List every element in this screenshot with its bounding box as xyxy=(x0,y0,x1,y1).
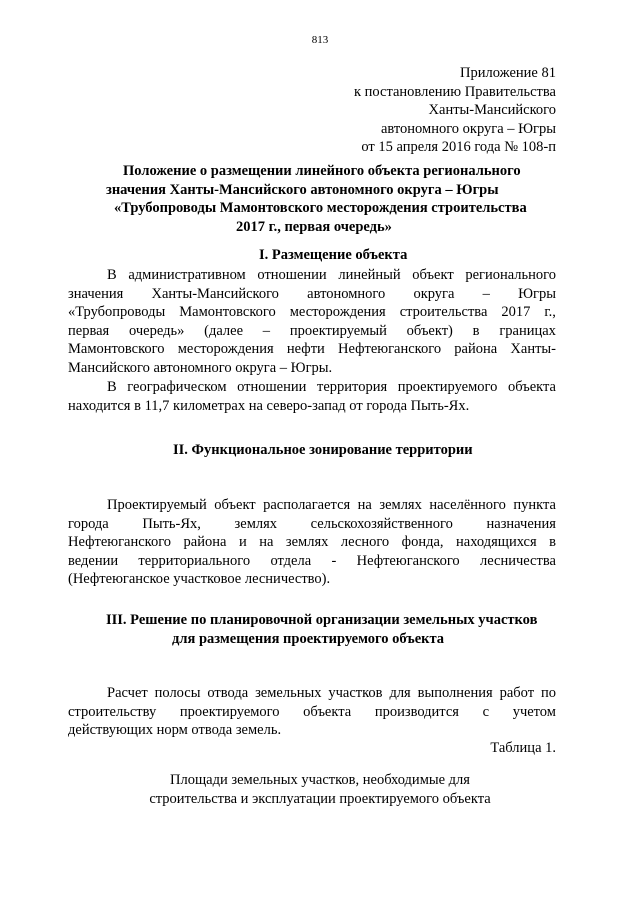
word: Югры xyxy=(518,285,556,302)
section-1-heading: I. Размещение объекта xyxy=(259,247,408,263)
word: - xyxy=(331,552,337,569)
word: Мамонтовского xyxy=(179,304,276,321)
appendix-line: Ханты-Мансийского xyxy=(428,102,556,119)
table-caption xyxy=(0,771,640,808)
paragraph-line xyxy=(68,397,556,416)
paragraph-line xyxy=(68,533,556,552)
section-1-paragraph-2 xyxy=(68,378,556,415)
word: отдела xyxy=(270,552,312,569)
word: для xyxy=(389,685,411,701)
section-3-paragraph xyxy=(68,684,556,740)
appendix-line: к постановлению Правительства xyxy=(354,83,556,100)
word: В xyxy=(107,267,117,283)
word: объекта xyxy=(507,379,556,395)
paragraph-line xyxy=(68,552,556,571)
word: сельскохозяйственного xyxy=(310,515,453,532)
paragraph-line xyxy=(68,378,556,397)
appendix-line: автономного округа – Югры xyxy=(380,120,556,137)
paragraph-line xyxy=(68,684,556,703)
section-3-heading xyxy=(84,611,578,648)
word: административном xyxy=(128,267,246,283)
word: полосы xyxy=(154,685,201,701)
title-line: Положение о размещении линейного объекта регионального xyxy=(123,163,521,179)
paragraph-line xyxy=(68,721,556,740)
word: по xyxy=(540,685,556,701)
word: Нефтеюганского xyxy=(338,341,442,358)
word: ведении xyxy=(68,552,119,569)
word: лесничества xyxy=(479,552,556,569)
word: объект xyxy=(412,267,454,283)
paragraph-line xyxy=(68,515,556,534)
word: назначения xyxy=(486,515,556,532)
word: месторождения xyxy=(289,304,386,321)
word: месторождения xyxy=(177,341,274,358)
table-label: Таблица 1. xyxy=(490,740,556,756)
word: Мансийского автономного округа – Югры. xyxy=(68,359,333,376)
word: Мамонтовского xyxy=(68,341,165,358)
word: города xyxy=(68,515,109,532)
section-2-paragraph xyxy=(68,496,556,589)
paragraph-line xyxy=(68,322,556,341)
word: находится в 11,7 километрах на северо-запад от города Пыть-Ях. xyxy=(68,397,470,414)
word: в xyxy=(472,322,480,339)
table-caption-line: Площади земельных участков, необходимые для xyxy=(170,772,470,788)
word: проектируемого xyxy=(397,379,498,395)
word: границах xyxy=(499,322,556,339)
title-line: 2017 г., первая очередь» xyxy=(236,218,392,235)
word: района xyxy=(454,341,498,358)
word: линейный xyxy=(338,267,401,283)
word: (далее xyxy=(204,322,244,339)
appendix-block xyxy=(354,64,556,157)
word: фонда, xyxy=(401,534,444,551)
word: значения xyxy=(68,285,124,302)
word: (Нефтеюганское участковое лесничество). xyxy=(68,571,331,588)
word: объект xyxy=(214,497,256,513)
word: землях xyxy=(285,534,329,551)
section-3-heading-line: для размещения проектируемого объекта xyxy=(172,630,445,647)
word: действующих норм отвода земель. xyxy=(68,722,282,739)
section-2-heading: II. Функциональное зонирование территории xyxy=(173,442,473,458)
word: Расчет xyxy=(107,685,148,701)
word: и xyxy=(238,534,247,551)
paragraph-line xyxy=(68,340,556,359)
word: территория xyxy=(317,379,388,395)
word: строительству xyxy=(68,703,157,720)
word: географическом xyxy=(127,379,227,395)
appendix-line: Приложение 81 xyxy=(460,65,556,81)
word: проектируемого xyxy=(179,703,280,720)
word: Нефтеюганского xyxy=(356,552,460,569)
word: округа xyxy=(413,285,455,302)
word: отношении xyxy=(237,379,307,395)
word: регионального xyxy=(465,267,556,283)
section-3-heading-line: III. Решение по планировочной организации земельных участков xyxy=(106,612,538,628)
word: в xyxy=(549,534,556,551)
word: автономного xyxy=(307,285,386,302)
word: Ханты-Мансийского xyxy=(151,285,279,302)
word: очередь» xyxy=(129,322,185,339)
word: – xyxy=(482,285,490,302)
word: В xyxy=(107,379,117,395)
word: – xyxy=(262,322,271,339)
page-number: 813 xyxy=(311,34,329,46)
word: объекта xyxy=(303,703,352,720)
word: проектируемый xyxy=(289,322,387,339)
paragraph-line xyxy=(68,266,556,285)
word: Ханты- xyxy=(510,341,556,358)
paragraph-line xyxy=(68,496,556,515)
word: отношении xyxy=(257,267,327,283)
word: землях xyxy=(234,515,278,532)
word: работ xyxy=(499,685,535,701)
word: населённого xyxy=(429,497,506,513)
word: нефти xyxy=(286,341,325,358)
word: Проектируемый xyxy=(107,497,207,513)
word: объект) xyxy=(406,322,453,339)
word: г., xyxy=(544,304,556,321)
word: на xyxy=(259,534,274,551)
word: с xyxy=(482,703,490,720)
document-title xyxy=(84,162,556,236)
word: располагается xyxy=(263,497,351,513)
word: участков xyxy=(328,685,383,701)
word: находящихся xyxy=(456,534,537,551)
word: Пыть-Ях, xyxy=(142,515,201,532)
word: пункта xyxy=(513,497,556,513)
word: землях xyxy=(379,497,422,513)
paragraph-line xyxy=(68,359,556,378)
title-line: значения Ханты-Мансийского автономного округа – Югры xyxy=(106,181,499,198)
paragraph-line xyxy=(68,285,556,304)
word: отвода xyxy=(207,685,249,701)
word: первая xyxy=(68,322,110,339)
word: 2017 xyxy=(501,304,531,321)
word: производится xyxy=(374,703,459,720)
paragraph-line xyxy=(68,703,556,722)
word: земельных xyxy=(255,685,322,701)
appendix-line: от 15 апреля 2016 года № 108-п xyxy=(361,139,556,156)
word: «Трубопроводы xyxy=(68,304,166,321)
word: лесного xyxy=(340,534,390,551)
table-caption-line: строительства и эксплуатации проектируемого объекта xyxy=(149,790,491,807)
title-line: «Трубопроводы Мамонтовского месторождения строительства xyxy=(114,200,527,217)
word: района xyxy=(183,534,227,551)
word: на xyxy=(357,497,372,513)
word: выполнения xyxy=(417,685,493,701)
word: строительства xyxy=(399,304,488,321)
paragraph-line xyxy=(68,570,556,589)
word: территориального xyxy=(138,552,251,569)
word: учетом xyxy=(512,703,556,720)
paragraph-line xyxy=(68,303,556,322)
word: Нефтеюганского xyxy=(68,534,172,551)
section-1-paragraph-1 xyxy=(68,266,556,378)
